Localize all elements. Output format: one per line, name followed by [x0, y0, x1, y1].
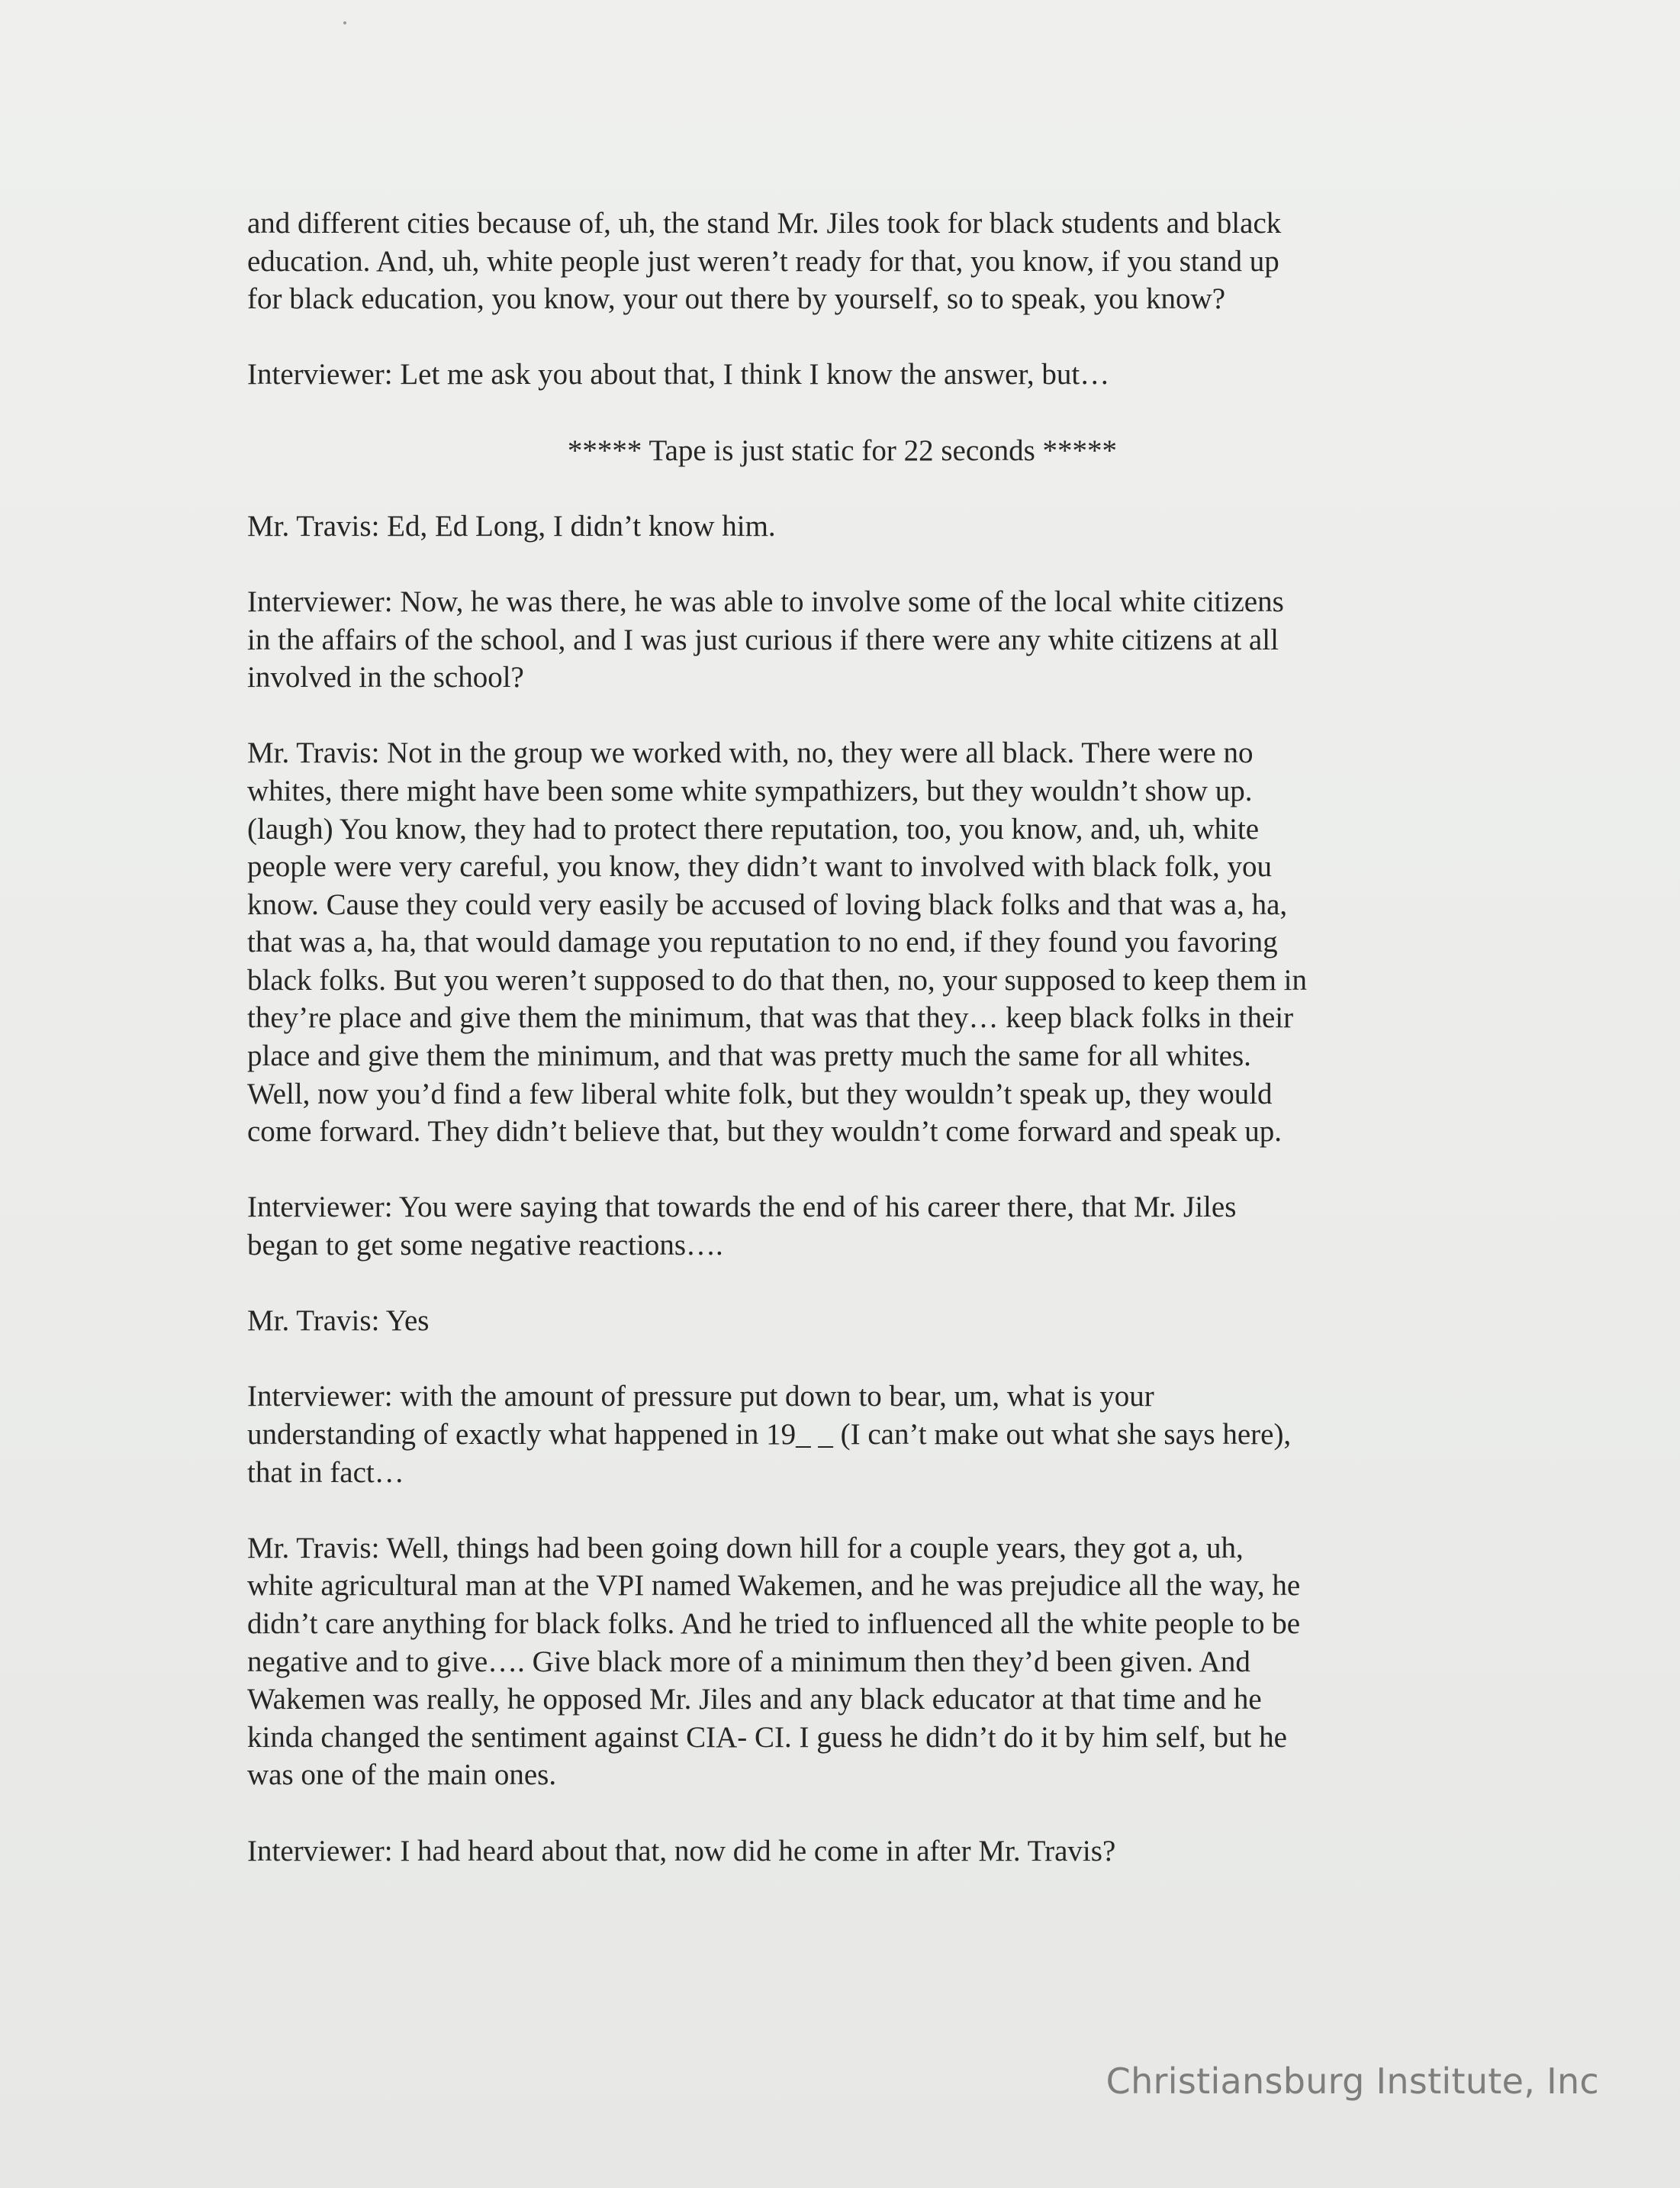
transcript-body [247, 205, 1453, 1908]
transcript-paragraph-8: Mr. Travis: Yes [247, 1304, 430, 1338]
transcript-paragraph-5: Interviewer: Now, he was there, he was able to involve some of the local white citizens in the affairs of the school, and I was just curious if there were any white citizens at all involved in the school? [247, 585, 1284, 694]
watermark-text: Christiansburg Institute, Inc [1106, 2061, 1599, 2102]
transcript-paragraph-11: Interviewer: I had heard about that, now did he come in after Mr. Travis? [247, 1834, 1116, 1867]
transcript-paragraph-9: Interviewer: with the amount of pressure put down to bear, um, what is your understanding of exactly what happened in 19_ _ (I can’t make out what she says here), that in fact… [247, 1380, 1292, 1489]
transcript-paragraph-6: Mr. Travis: Not in the group we worked with, no, they were all black. There were no whites, there might have been some white sympathizers, but they wouldn’t show up. (laugh) You know, they had to protect there reputation, too, you know, and, uh, white people were very careful, you know, they didn’t want to involved with black folk, you know. Cause they could very easily be accused of loving black folks and that was a, ha, that was a, ha, that would damage you reputation to no end, if they found you favoring black folks. But you weren’t supposed to do that then, no, your supposed to keep them in they’re place and give them the minimum, that was that they… keep black folks in their place and give them the minimum, and that was pretty much the same for all whites. Well, now you’d find a few liberal white folk, but they wouldn’t speak up, they would come forward. They didn’t believe that, but they wouldn’t come forward and speak up. [247, 736, 1307, 1149]
paper-speck [343, 21, 346, 24]
transcript-paragraph-2: Interviewer: Let me ask you about that, I think I know the answer, but… [247, 358, 1110, 392]
transcript-paragraph-10: Mr. Travis: Well, things had been going down hill for a couple years, they got a, uh, white agricultural man at the VPI named Wakemen, and he was prejudice all the way, he didn’t care anything for black folks. And he tried to influenced all the white people to be negative and to give…. Give black more of a minimum then they’d been given. And Wakemen was really, he opposed Mr. Jiles and any black educator at that time and he kinda changed the sentiment against CIA- CI. I guess he didn’t do it by him self, but he was one of the main ones. [247, 1531, 1301, 1792]
transcript-paragraph-7: Interviewer: You were saying that towards the end of his career there, that Mr. Jiles began to get some negative reactions…. [247, 1191, 1237, 1262]
transcript-paragraph-1: and different cities because of, uh, the stand Mr. Jiles took for black students and black education. And, uh, white people just weren’t ready for that, you know, if you stand up for black education, you know, your out there by yourself, so to speak, you know? [247, 207, 1282, 316]
transcript-paragraph-4: Mr. Travis: Ed, Ed Long, I didn’t know him. [247, 509, 776, 543]
tape-static-note: ***** Tape is just static for 22 seconds ***** [567, 433, 1118, 467]
